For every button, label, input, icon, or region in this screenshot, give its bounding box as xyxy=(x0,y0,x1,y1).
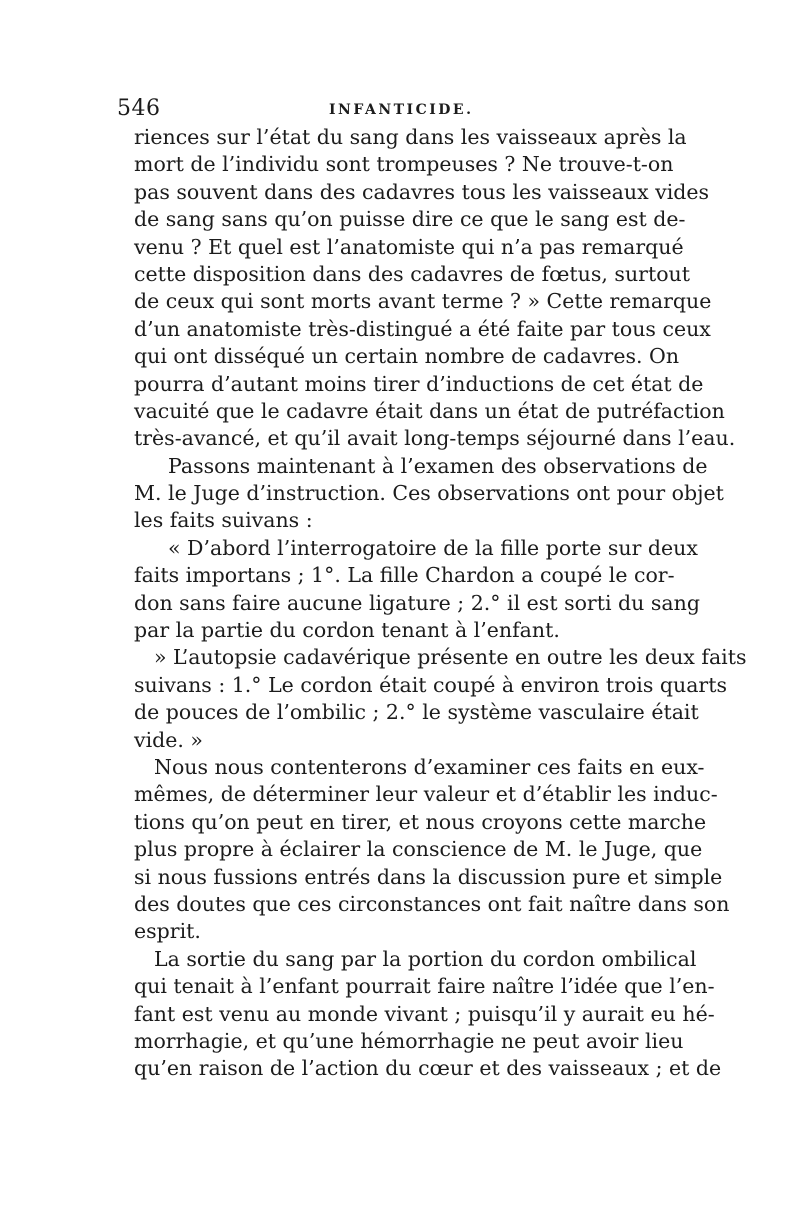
text-line: don sans faire aucune ligature ; 2.° il est sorti du sang xyxy=(134,590,700,615)
text-line: les faits suivans : xyxy=(134,508,313,533)
text-line: fant est venu au monde vivant ; puisqu’il y aurait eu hé- xyxy=(134,1001,715,1026)
text-line: M. le Juge d’instruction. Ces observations ont pour objet xyxy=(134,481,724,506)
text-line: morrhagie, et qu’une hémorrhagie ne peut avoir lieu xyxy=(134,1028,684,1053)
text-line: très-avancé, et qu’il avait long-temps séjourné dans l’eau. xyxy=(134,426,736,451)
text-line: vacuité que le cadavre était dans un état de putréfaction xyxy=(134,398,725,423)
text-line: par la partie du cordon tenant à l’enfant. xyxy=(134,618,560,643)
page-number: 546 xyxy=(117,96,161,121)
page-header xyxy=(117,96,673,126)
text-line: mort de l’individu sont trompeuses ? Ne trouve-t-on xyxy=(134,152,674,177)
text-line: de pouces de l’ombilic ; 2.° le système vasculaire était xyxy=(134,700,699,725)
text-line: qu’en raison de l’action du cœur et des vaisseaux ; et de xyxy=(134,1056,722,1081)
text-line: mêmes, de déterminer leur valeur et d’établir les induc- xyxy=(134,782,718,807)
text-line: » L’autopsie cadavérique présente en outre les deux faits xyxy=(154,645,747,670)
running-title: INFANTICIDE. xyxy=(329,102,474,118)
text-line: venu ? Et quel est l’anatomiste qui n’a pas remarqué xyxy=(134,234,684,259)
text-line: qui ont disséqué un certain nombre de cadavres. On xyxy=(134,344,680,369)
text-line: suivans : 1.° Le cordon était coupé à environ trois quarts xyxy=(134,672,727,697)
text-line: faits importans ; 1°. La fille Chardon a coupé le cor- xyxy=(134,563,675,588)
text-line: riences sur l’état du sang dans les vaisseaux après la xyxy=(134,125,687,149)
text-line: vide. » xyxy=(134,727,203,752)
text-line: Passons maintenant à l’examen des observations de xyxy=(168,453,708,478)
text-line: plus propre à éclairer la conscience de M. le Juge, que xyxy=(134,837,703,862)
text-line: pourra d’autant moins tirer d’inductions de cet état de xyxy=(134,371,704,396)
body-text xyxy=(134,124,747,1083)
text-line: d’un anatomiste très-distingué a été faite par tous ceux xyxy=(134,316,711,341)
text-line: de ceux qui sont morts avant terme ? » Cette remarque xyxy=(134,289,712,314)
text-line: tions qu’on peut en tirer, et nous croyons cette marche xyxy=(134,809,707,834)
text-line: Nous nous contenterons d’examiner ces faits en eux- xyxy=(154,754,705,779)
text-line: de sang sans qu’on puisse dire ce que le sang est de- xyxy=(134,207,686,232)
text-line: des doutes que ces circonstances ont fait naître dans son xyxy=(134,891,730,916)
text-line: « D’abord l’interrogatoire de la fille porte sur deux xyxy=(168,535,698,560)
text-line: qui tenait à l’enfant pourrait faire naître l’idée que l’en- xyxy=(134,974,715,999)
text-line: esprit. xyxy=(134,919,201,944)
text-line: La sortie du sang par la portion du cordon ombilical xyxy=(154,946,697,971)
text-line: cette disposition dans des cadavres de fœtus, surtout xyxy=(134,261,690,286)
text-line: pas souvent dans des cadavres tous les vaisseaux vides xyxy=(134,179,710,204)
text-line: si nous fussions entrés dans la discussion pure et simple xyxy=(134,864,723,889)
